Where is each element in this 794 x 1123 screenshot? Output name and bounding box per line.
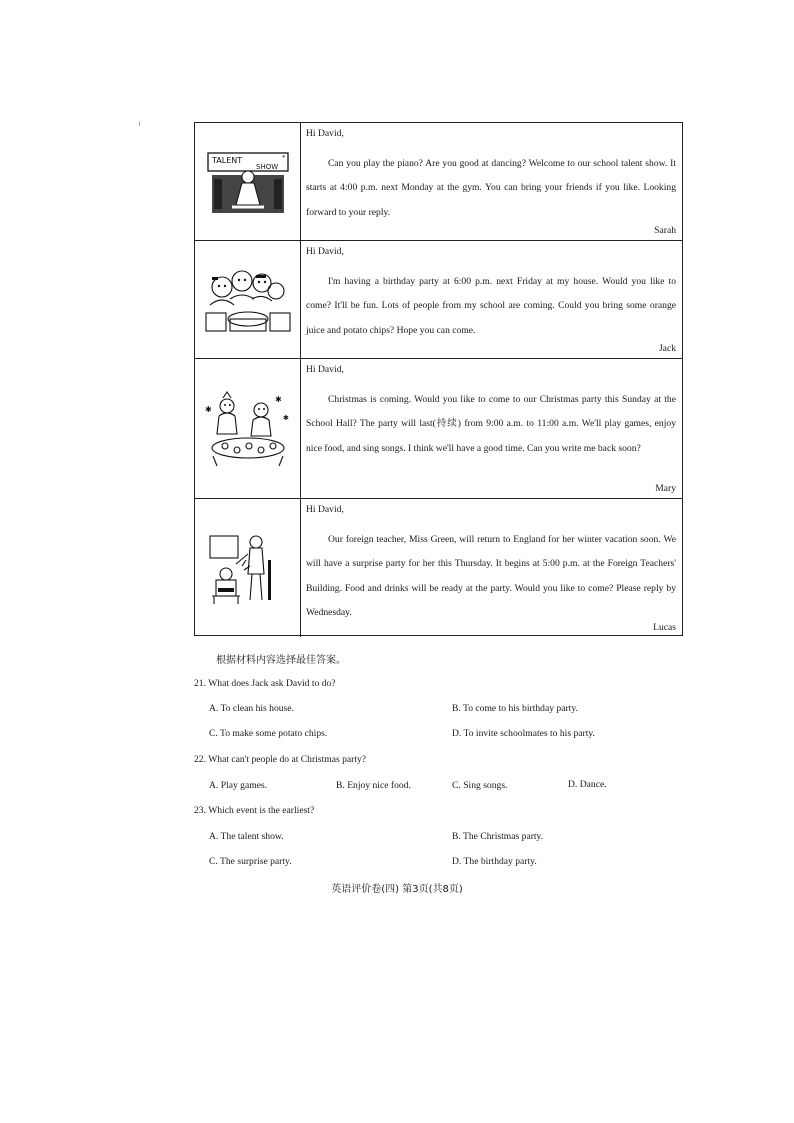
letter-signature: Lucas xyxy=(653,622,676,633)
option-22-d[interactable]: D. Dance. xyxy=(568,779,607,790)
question-21: 21. What does Jack ask David to do? xyxy=(194,678,336,689)
birthday-party-icon xyxy=(195,241,301,358)
surprise-party-icon xyxy=(195,499,301,637)
letter-text-lucas xyxy=(306,499,676,637)
question-22: 22. What can't people do at Christmas party? xyxy=(194,754,367,765)
option-23-c[interactable]: C. The surprise party. xyxy=(209,856,292,867)
letter-signature: Jack xyxy=(658,343,676,354)
letter-body: I'm having a birthday party at 6:00 p.m. next Friday at my house. Would you like to come? It'll be fun. Lots of people from my school are coming. Could you bring some orange juice and potato chips? Hope you can come. xyxy=(306,276,676,336)
option-23-a[interactable]: A. The talent show. xyxy=(209,831,284,842)
letter-text-mary xyxy=(306,359,676,498)
question-23: 23. Which event is the earliest? xyxy=(194,805,315,816)
letter-greeting: Hi David, xyxy=(306,246,344,257)
letter-row-mary xyxy=(195,359,682,499)
page-footer: 英语评价卷(四) 第3页(共8页) xyxy=(331,884,463,895)
letter-row-jack xyxy=(195,241,682,359)
svg-text:*: * xyxy=(281,153,285,162)
letters-table xyxy=(194,122,683,636)
talent-show-icon xyxy=(195,123,301,240)
letter-greeting: Hi David, xyxy=(306,128,344,139)
option-22-b[interactable]: B. Enjoy nice food. xyxy=(336,780,411,791)
letter-signature: Sarah xyxy=(654,225,676,236)
letter-body: Our foreign teacher, Miss Green, will return to England for her winter vacation soon. We will have a surprise party for her this Thursday. It begins at 5:00 p.m. at the Foreign Teachers' Building. Food and drinks will be ready at the party. Would you like to come? Please reply by Wednesday. xyxy=(306,534,676,618)
christmas-party-icon xyxy=(195,359,301,498)
letter-greeting: Hi David, xyxy=(306,504,344,515)
option-21-c[interactable]: C. To make some potato chips. xyxy=(209,728,328,739)
option-21-d[interactable]: D. To invite schoolmates to his party. xyxy=(452,728,595,739)
svg-text:✱: ✱ xyxy=(274,394,282,404)
letter-row-sarah xyxy=(195,123,682,241)
option-22-a[interactable]: A. Play games. xyxy=(209,780,268,791)
letter-greeting: Hi David, xyxy=(306,364,344,375)
option-21-a[interactable]: A. To clean his house. xyxy=(209,703,294,714)
letter-body: Christmas is coming. Would you like to come to our Christmas party this Sunday at the School Hall? The party will last(持续) from 9:00 a.m. to 11:00 a.m. We'll play games, enjoy nice food, and sing songs. I think we'll have a good time. Can you write me back soon? xyxy=(306,394,676,454)
show-sign-text: SHOW xyxy=(255,162,278,171)
talent-sign-text: TALENT xyxy=(211,155,242,165)
letter-row-lucas xyxy=(195,499,682,637)
svg-text:✱: ✱ xyxy=(204,404,212,414)
option-22-c[interactable]: C. Sing songs. xyxy=(452,780,508,791)
svg-text:✱: ✱ xyxy=(282,413,289,422)
letter-body: Can you play the piano? Are you good at dancing? Welcome to our school talent show. It starts at 4:00 p.m. next Monday at the gym. You can bring your friends if you like. Looking forward to your reply. xyxy=(306,158,676,218)
instruction: 根据材料内容选择最佳答案。 xyxy=(216,655,346,666)
letter-text-jack xyxy=(306,241,676,358)
letter-text-sarah xyxy=(306,123,676,240)
option-21-b[interactable]: B. To come to his birthday party. xyxy=(452,703,578,714)
letter-signature: Mary xyxy=(655,483,676,494)
scan-speck xyxy=(139,121,140,126)
option-23-b[interactable]: B. The Christmas party. xyxy=(452,831,544,842)
option-23-d[interactable]: D. The birthday party. xyxy=(452,856,537,867)
